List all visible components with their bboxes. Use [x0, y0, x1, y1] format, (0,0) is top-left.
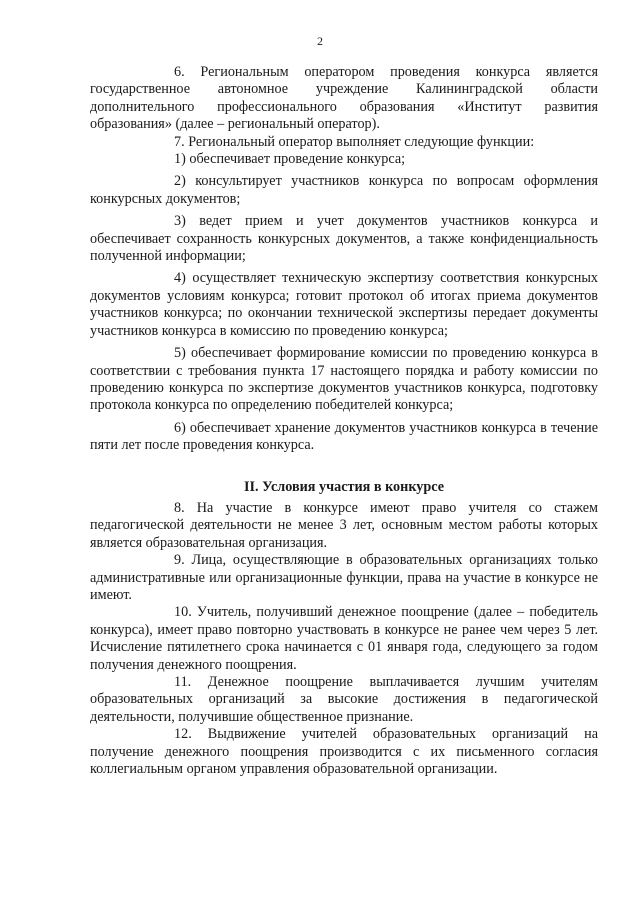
paragraph [90, 500, 598, 552]
paragraph [90, 552, 598, 604]
paragraph-number: 7. [174, 133, 185, 150]
paragraph-text: консультирует участников конкурса по вопросам оформления конкурсных документов; [90, 173, 598, 207]
paragraph [90, 151, 598, 168]
section-2 [90, 500, 598, 779]
paragraph-number: 1) [174, 151, 186, 168]
paragraph-text: ведет прием и учет документов участников конкурса и обеспечивает сохранность конкурсных документов, а также конфиденциальность полученной информации; [90, 213, 598, 265]
paragraph-text: обеспечивает проведение конкурса; [189, 151, 406, 168]
paragraph [90, 604, 598, 674]
paragraph-text: обеспечивает формирование комиссии по проведению конкурса в соответствии с требования пункта 17 настоящего порядка и работу комиссии по проведению конкурса по экспертизе документов участников конкурса, подготовку протокола конкурса по определению победителей конкурса; [90, 345, 598, 414]
paragraph [90, 134, 598, 151]
paragraph-number: 12. [174, 726, 192, 743]
paragraph-number: 11. [174, 674, 192, 690]
paragraph [90, 64, 598, 134]
section-heading: II. Условия участия в конкурсе [243, 478, 445, 495]
paragraph [90, 213, 598, 265]
paragraph-number: 6. [174, 64, 185, 80]
paragraph-number: 9. [174, 552, 185, 569]
paragraph-text: обеспечивает хранение документов участников конкурса в течение пяти лет после проведения конкурса. [90, 419, 598, 454]
paragraph-number: 6) [174, 419, 186, 436]
section-1 [90, 64, 598, 455]
page-number: 2 [317, 34, 323, 48]
paragraph-number: 4) [174, 270, 186, 287]
paragraph-text: Денежное поощрение выплачивается лучшим учителям образовательных организаций за высокие достижения в педагогической деятельности, получившие общественное признание. [90, 674, 599, 725]
paragraph-number: 5) [174, 345, 186, 362]
paragraph-text: Лица, осуществляющие в образовательных организациях только административные или организационные функции, права на участие в конкурсе не имеют. [90, 552, 599, 603]
document-body [90, 64, 598, 778]
paragraph [90, 345, 598, 415]
paragraph-number: 10. [174, 604, 192, 621]
paragraph-text: Выдвижение учителей образовательных организаций на получение денежного поощрения производится с их письменного согласия коллегиальным органом управления образовательной организации. [90, 726, 598, 778]
paragraph-number: 2) [174, 173, 186, 190]
paragraph-text: На участие в конкурсе имеют право учителя со стажем педагогической деятельности не менее 3 лет, основным местом работы которых является образовательная организация. [90, 499, 598, 551]
paragraph-text: Региональный оператор выполняет следующие функции: [188, 133, 535, 150]
paragraph [90, 726, 598, 778]
paragraph [90, 270, 598, 340]
paragraph-number: 3) [174, 213, 186, 230]
paragraph-text: Учитель, получивший денежное поощрение (далее – победитель конкурса), имеет право повторно участвовать в конкурсе не ранее чем через 5 лет. Исчисление пятилетнего срока начинается с 01 января года, следующего за годом получения денежного поощрения. [90, 604, 599, 673]
paragraph-text: осуществляет техническую экспертизу соответствия конкурсных документов условиям конкурса; готовит протокол об итогах приема документов участников конкурса; по окончании технической экспертизы передает документы участников конкурса в комиссию по проведению конкурса; [90, 270, 598, 339]
paragraph [90, 420, 598, 455]
paragraph-number: 8. [174, 499, 185, 516]
paragraph-text: Региональным оператором проведения конкурса является государственное автономное учреждение Калининградской области дополнительного профессионального образования «Институт развития образования» (далее – региональный оператор). [90, 64, 598, 133]
paragraph [90, 173, 598, 208]
paragraph [90, 674, 598, 726]
